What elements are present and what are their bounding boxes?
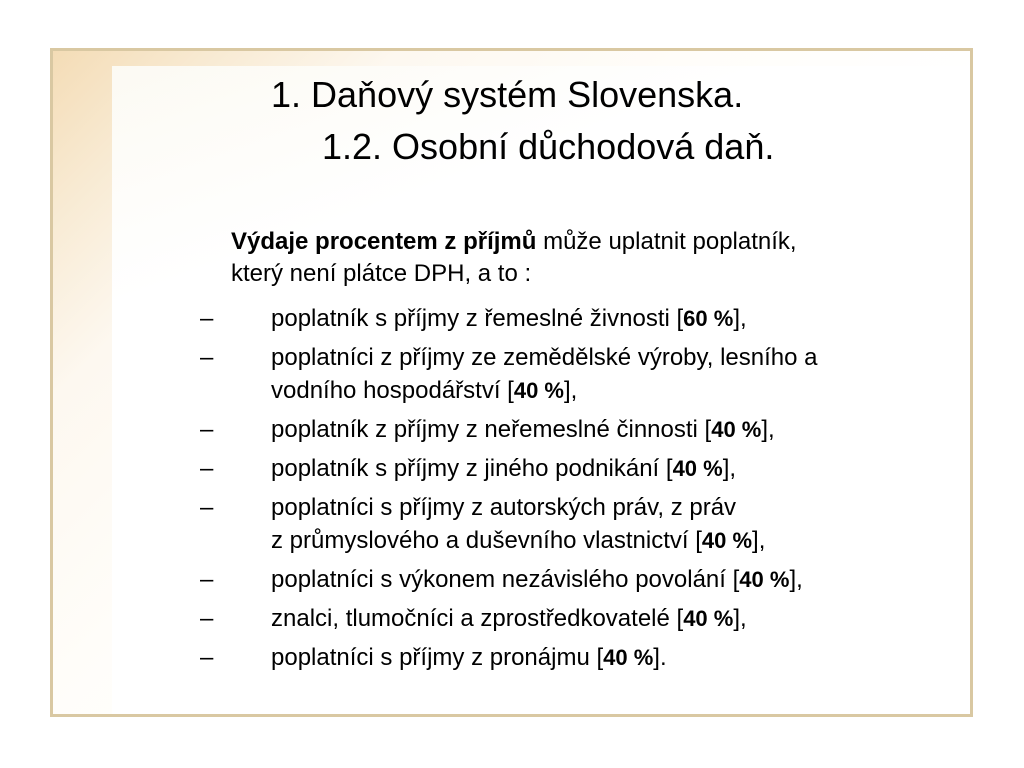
slide-title: 1. Daňový systém Slovenska. [271,74,744,115]
item-text-line2: vodního hospodářství [ [271,377,514,404]
item-text: znalci, tlumočníci a zprostředkovatelé [ [271,605,684,632]
item-percent: 40 % [683,606,734,631]
dash-bullet: – [200,455,214,482]
item-suffix: ], [733,605,747,632]
item-text: poplatník s příjmy z řemeslné živnosti [ [271,305,684,332]
item-percent: 40 % [711,417,762,442]
item-percent: 40 % [701,528,753,553]
item-suffix: ], [752,527,766,554]
list-item [200,602,940,635]
item-suffix: ], [789,566,803,593]
item-text-line2: z průmyslového a duševního vlastnictví [ [271,527,702,554]
item-suffix: ], [761,416,775,443]
item-text: poplatníci s příjmy z autorských práv, z práv [271,494,737,521]
item-suffix: ], [722,455,737,482]
intro-bold: Výdaje procentem z příjmů [231,228,537,255]
list-item [200,491,940,557]
slide-subtitle: 1.2. Osobní důchodová daň. [322,126,775,167]
list-item [200,641,940,674]
dash-bullet: – [200,305,214,332]
list-item [200,413,940,446]
intro-rest: může uplatnit poplatník, [536,228,797,255]
bullet-list [200,302,940,680]
dash-bullet: – [200,644,214,671]
dash-bullet: – [200,344,214,371]
item-percent: 60 % [683,306,734,331]
list-item [200,341,940,407]
item-percent: 40 % [603,645,654,670]
dash-bullet: – [200,494,214,521]
item-suffix: ], [733,305,747,332]
item-text: poplatníci s výkonem nezávislého povolání [ [271,566,740,593]
item-percent: 40 % [739,567,790,592]
list-item [200,563,940,596]
item-text: poplatníci z příjmy ze zemědělské výroby, lesního a [271,344,818,371]
dash-bullet: – [200,566,214,593]
item-text: poplatník z příjmy z neřemeslné činnosti [ [271,416,712,443]
intro-paragraph [231,226,931,290]
item-percent: 40 % [672,456,723,481]
item-text: poplatník s příjmy z jiného podnikání [ [271,455,673,482]
item-text: poplatníci s příjmy z pronájmu [ [271,644,604,671]
item-suffix: ], [563,377,578,404]
dash-bullet: – [200,605,214,632]
list-item [200,302,940,335]
list-item [200,452,940,485]
item-suffix: ]. [653,644,667,671]
item-percent: 40 % [513,378,564,403]
dash-bullet: – [200,416,214,443]
intro-line2: který není plátce DPH, a to : [231,260,532,287]
